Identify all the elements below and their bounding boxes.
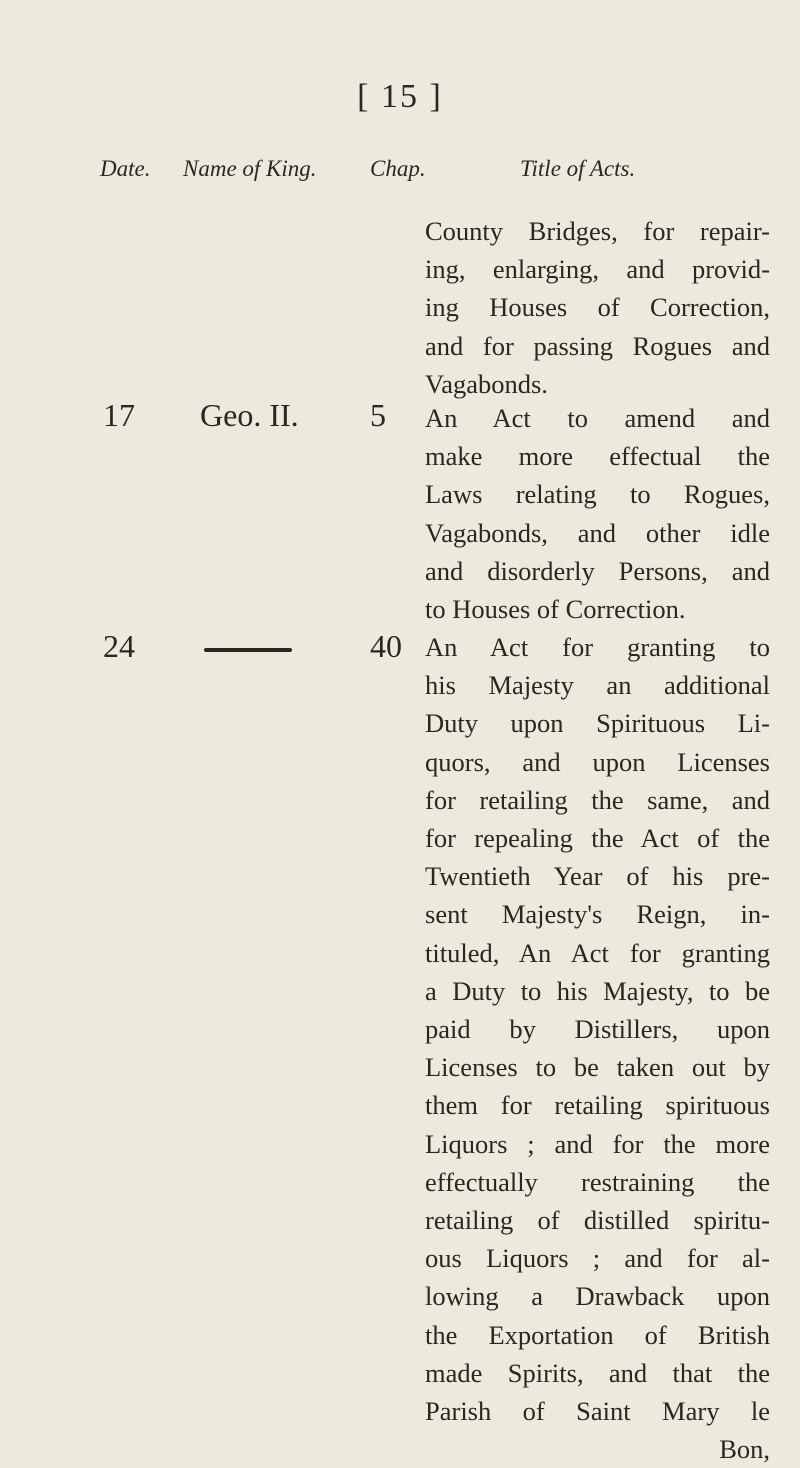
text-line: effectually restraining the: [425, 1166, 770, 1197]
header-title-of-acts: Title of Acts.: [520, 156, 636, 181]
text-line: Duty upon Spirituous Li-: [425, 708, 770, 739]
text-line: retailing of distilled spiritu-: [425, 1205, 770, 1236]
text-line: paid by Distillers, upon: [425, 1014, 770, 1045]
entry-title: [425, 399, 770, 628]
text-line: quors, and upon Licenses: [425, 746, 770, 777]
text-line: lowing a Drawback upon: [425, 1281, 770, 1312]
text-line: made Spirits, and that the: [425, 1357, 770, 1388]
text-line: Vagabonds.: [425, 368, 548, 399]
text-line: Twentieth Year of his pre-: [425, 861, 770, 892]
text-line: Vagabonds, and other idle: [425, 517, 770, 548]
text-line: for retailing the same, and: [425, 784, 770, 815]
text-line: ing, enlarging, and provid-: [425, 254, 770, 285]
text-line: ing Houses of Correction,: [425, 292, 770, 323]
entry-date: 24: [103, 628, 135, 664]
text-line: his Majesty an additional: [425, 670, 770, 701]
text-line: them for retailing spirituous: [425, 1090, 770, 1121]
header-name-of-king: Name of King.: [183, 156, 317, 181]
text-line: ous Liquors ; and for al-: [425, 1243, 770, 1274]
text-line: and disorderly Persons, and: [425, 555, 770, 586]
entry-king: Geo. II.: [200, 397, 299, 433]
entry-chapter: 5: [370, 397, 386, 433]
text-line: County Bridges, for repair-: [425, 216, 770, 246]
continuation-text: [425, 212, 770, 403]
catchword: Bon,: [719, 1434, 770, 1465]
page-number: [ 15 ]: [357, 78, 443, 115]
entry-title: [425, 628, 770, 1468]
header-date: Date.: [100, 156, 151, 181]
text-line: the Exportation of British: [425, 1319, 770, 1350]
text-line: for repealing the Act of the: [425, 823, 770, 854]
text-line: Liquors ; and for the more: [425, 1128, 770, 1159]
text-line: and for passing Rogues and: [425, 330, 770, 361]
text-line: An Act for granting to: [425, 632, 770, 662]
text-line: tituled, An Act for granting: [425, 937, 770, 968]
header-chap: Chap.: [370, 156, 426, 181]
text-line: An Act to amend and: [425, 403, 770, 433]
text-line: Licenses to be taken out by: [425, 1052, 770, 1083]
text-line: Parish of Saint Mary le: [425, 1396, 770, 1427]
text-line: to Houses of Correction.: [425, 594, 686, 625]
entry-chapter: 40: [370, 628, 402, 664]
text-line: make more effectual the: [425, 441, 770, 472]
entry-date: 17: [103, 397, 135, 433]
text-line: Laws relating to Rogues,: [425, 479, 770, 510]
text-line: sent Majesty's Reign, in-: [425, 899, 770, 930]
ditto-dash: [204, 648, 292, 652]
text-line: a Duty to his Majesty, to be: [425, 975, 770, 1006]
